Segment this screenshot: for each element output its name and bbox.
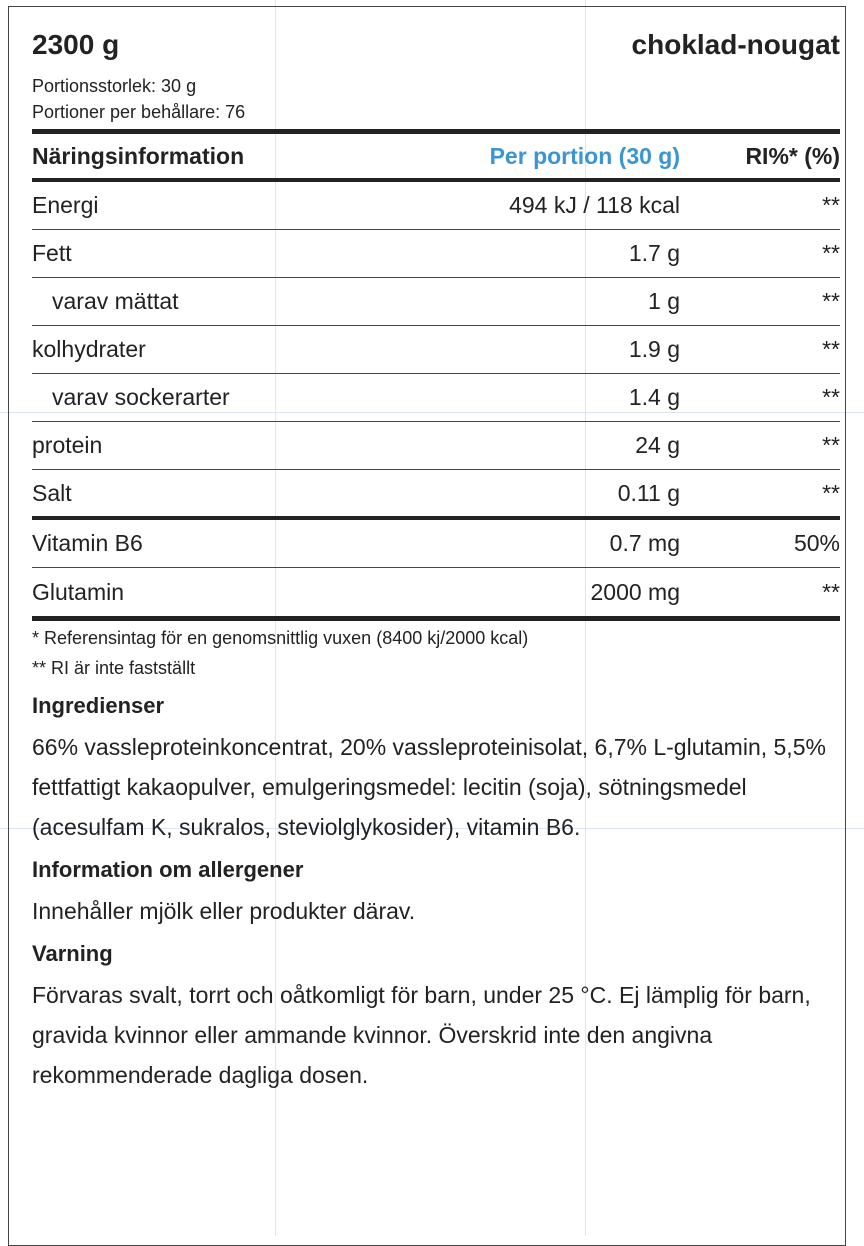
nutrient-value: 24 g [635,432,680,458]
nutrition-table-body [32,182,840,616]
nutrient-ri: ** [822,432,840,458]
nutrient-name: Salt [32,479,72,506]
nutrient-name: kolhydrater [32,336,146,362]
table-row [32,422,840,470]
table-bottom-rule [32,616,840,621]
nutrient-ri: 50% [793,530,840,556]
allergens-text: Innehåller mjölk eller produkter därav. [32,898,416,924]
nutrient-name: protein [32,432,103,458]
nutrient-name: varav sockerarter [52,384,230,410]
nutrient-ri: ** [822,578,840,605]
warning-text: Förvaras svalt, torrt och oåtkomligt för barn, under 25 °C. Ej lämplig för barn, gravida kvinnor eller ammande kvinnor. Överskrid inte den angivna rekommenderade dagliga dosen. [32,982,811,1088]
nutrient-name: varav mättat [52,288,179,314]
servings-per-container: Portioner per behållare: 76 [32,102,246,122]
nutrient-ri: ** [822,479,840,506]
column-header-nutrition: Näringsinformation [32,142,245,169]
nutrient-name: Fett [32,240,72,266]
nutrient-ri: ** [822,384,840,410]
nutrient-ri: ** [822,288,840,314]
serving-size: Portionsstorlek: 30 g [32,76,197,96]
nutrient-name: Energi [32,192,99,218]
nutrient-value: 1.9 g [628,336,680,362]
footnote-ri-reference: * Referensintag för en genomsnittlig vuxen (8400 kj/2000 kcal) [32,628,529,648]
table-row [32,374,840,422]
panel-content [32,29,840,1095]
table-row [32,470,840,520]
nutrient-ri: ** [822,240,840,266]
nutrient-value: 1.7 g [628,240,680,266]
table-row [32,230,840,278]
column-header-ri: RI%* (%) [745,142,840,169]
table-row [32,326,840,374]
column-header-per-portion: Per portion (30 g) [489,142,680,169]
flavor-name: choklad-nougat [631,29,840,60]
allergens-title: Information om allergener [32,857,304,882]
nutrient-name: Glutamin [32,578,125,605]
ingredients-title: Ingredienser [32,693,165,718]
table-row [32,520,840,568]
nutrient-value: 0.7 mg [609,530,680,556]
nutrient-ri: ** [822,336,840,362]
nutrition-panel [8,6,846,1246]
ingredients-text: 66% vassleproteinkoncentrat, 20% vassleproteinisolat, 6,7% L-glutamin, 5,5% fettfattigt kakaopulver, emulgeringsmedel: lecitin (soja), sötningsmedel (acesulfam K, sukralos, steviolglykosider), vitamin B6. [32,734,826,840]
nutrient-ri: ** [822,192,840,218]
product-header [32,29,840,73]
footnote-ri-not-set: ** RI är inte fastställt [32,658,196,678]
nutrient-value: 0.11 g [617,479,680,506]
warning-title: Varning [32,941,113,966]
table-row [32,568,840,616]
table-header-row [32,134,840,182]
nutrient-value: 494 kJ / 118 kcal [509,192,680,218]
nutrient-value: 2000 mg [590,578,680,605]
nutrient-name: Vitamin B6 [32,530,143,556]
nutrient-value: 1.4 g [628,384,680,410]
nutrient-value: 1 g [648,288,680,314]
table-row [32,182,840,230]
table-row [32,278,840,326]
package-weight: 2300 g [32,29,120,60]
